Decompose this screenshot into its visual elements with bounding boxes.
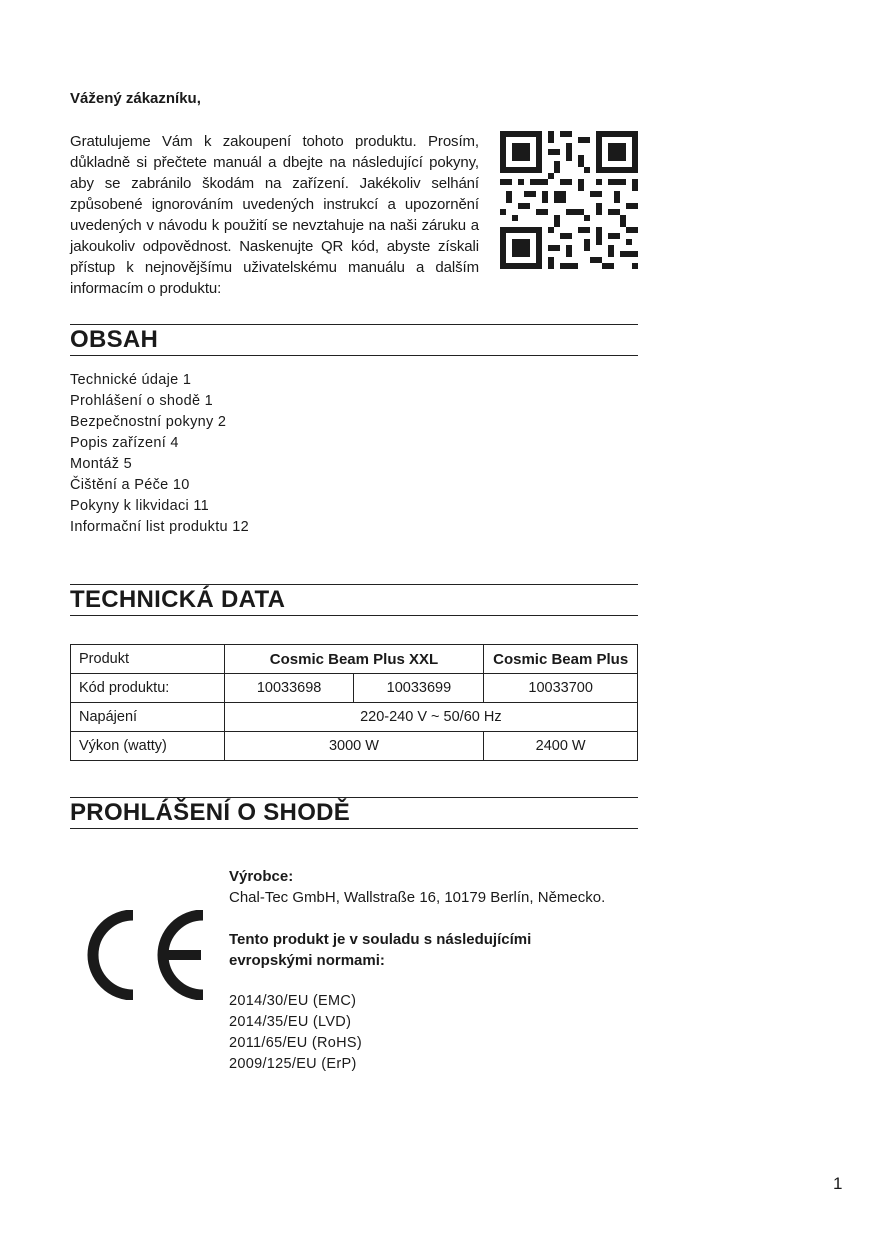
toc-item[interactable]: Čištění a Péče 10 [70,477,190,493]
table-row [71,645,638,674]
tech-data-heading: TECHNICKÁ DATA [70,584,638,616]
norm-item: 2014/35/EU (LVD) [229,1014,352,1030]
toc-item[interactable]: Pokyny k likvidaci 11 [70,498,210,514]
toc-item[interactable]: Prohlášení o shodě 1 [70,393,214,409]
manufacturer-label: Výrobce: [229,868,294,885]
conformity-statement: evropskými normami: [229,952,385,969]
product-code: 10033698 [224,674,354,703]
power-value: 220-240 V ~ 50/60 Hz [224,703,637,732]
table-of-contents [70,370,249,538]
table-row [71,703,638,732]
product-code: 10033699 [354,674,484,703]
toc-item[interactable]: Popis zařízení 4 [70,435,179,451]
ce-mark-icon [84,910,210,1000]
watt-plus: 2400 W [484,732,638,761]
manufacturer-address: Chal-Tec GmbH, Wallstraße 16, 10179 Berlín, Německo. [229,889,606,906]
manufacturer-block [229,866,605,971]
model-plus: Cosmic Beam Plus [484,645,638,674]
norms-list [229,991,362,1075]
conformity-heading: PROHLÁŠENÍ O SHODĚ [70,797,638,829]
conformity-statement: Tento produkt je v souladu s následujícími [229,931,532,948]
toc-heading: OBSAH [70,324,638,356]
power-label: Napájení [71,703,225,732]
norm-item: 2014/30/EU (EMC) [229,993,357,1009]
toc-item[interactable]: Montáž 5 [70,456,133,472]
norm-item: 2011/65/EU (RoHS) [229,1035,362,1051]
toc-item[interactable]: Technické údaje 1 [70,372,192,388]
code-label: Kód produktu: [71,674,225,703]
norm-item: 2009/125/EU (ErP) [229,1056,357,1072]
watt-label: Výkon (watty) [71,732,225,761]
product-code: 10033700 [484,674,638,703]
watt-xxl: 3000 W [224,732,484,761]
table-row [71,674,638,703]
intro-paragraph: Gratulujeme Vám k zakoupení tohoto produktu. Prosím, důkladně si přečtete manuál a dbejte na následující pokyny, aby se zabránilo škodám na zařízení. Jakékoliv selhání způsobené ignorováním uvedených instrukcí a upozornění uvedených v návodu k použití se nevztahuje na naši záruku a jakoukoliv odpovědnost. Naskenujte QR kód, abyste získali přístup k nejnovějšímu uživatelskému manuálu a dalším informacím o produktu: [70,133,479,297]
greeting: Vážený zákazníku, [70,90,201,107]
model-xxl: Cosmic Beam Plus XXL [224,645,484,674]
product-label: Produkt [71,645,225,674]
tech-data-table [70,644,638,761]
qr-code[interactable] [500,131,638,269]
toc-item[interactable]: Informační list produktu 12 [70,519,249,535]
toc-item[interactable]: Bezpečnostní pokyny 2 [70,414,227,430]
page-number: 1 [833,1174,843,1193]
table-row [71,732,638,761]
